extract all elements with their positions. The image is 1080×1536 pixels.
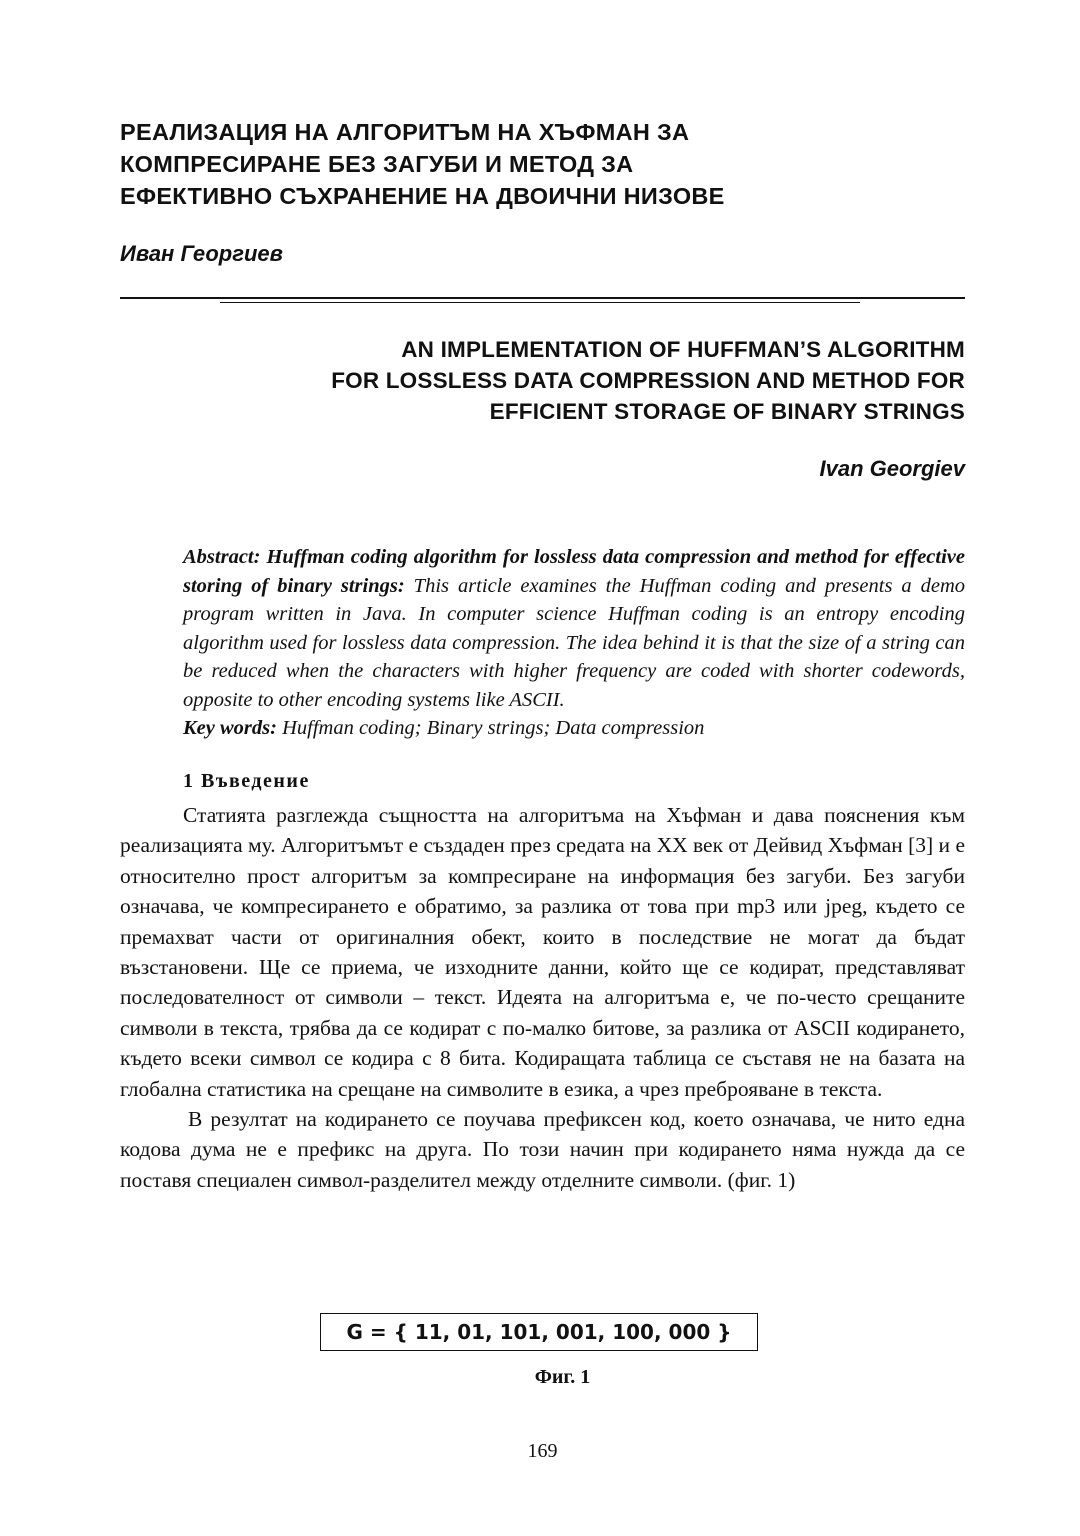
paragraph-2: В резултат на кодирането се поучава префиксен код, което означава, че нито една кодова дума не е префикс на друга. По този начин при кодирането няма нужда да се поставя специален символ-разделител между отделните символи. (фиг. 1): [120, 1107, 965, 1192]
title-bulgarian: [120, 116, 980, 212]
title-en-line-2: FOR LOSSLESS DATA COMPRESSION AND METHOD FOR: [331, 368, 965, 393]
divider-rule: [120, 297, 965, 299]
title-bg-line-2: КОМПРЕСИРАНЕ БЕЗ ЗАГУБИ И МЕТОД ЗА: [120, 151, 634, 177]
abstract-label: Abstract: Huffman coding algorithm for lossless data compression and method for effective storing of binary strings:: [183, 546, 965, 597]
title-en-line-1: AN IMPLEMENTATION OF HUFFMAN’S ALGORITHM: [401, 337, 965, 362]
title-bg-line-1: РЕАЛИЗАЦИЯ НА АЛГОРИТЪМ НА ХЪФМАН ЗА: [120, 119, 690, 145]
author-bulgarian: Иван Георгиев: [120, 241, 283, 266]
title-en-line-3: EFFICIENT STORAGE OF BINARY STRINGS: [489, 399, 965, 424]
paragraph-1: Статията разглежда същността на алгоритъма на Хъфман и дава пояснения към реализацията му. Алгоритъмът е създаден през средата на XX век от Дейвид Хъфман [3] и е относително прост алгоритъм за компресиране на информация без загуби. Без загуби означава, че компресирането е обратимо, за разлика от това при mp3 или jpeg, където се премахват части от оригиналния обект, които в последствие не могат да бъдат възстановени. Ще се приема, че изходните данни, който ще се кодират, представляват последователност от символи – текст. Идеята на алгоритъма е, че по-често срещаните символи в текста, трябва да се кодират с по-малко битове, за разлика от ASCII кодирането, където всеки символ се кодира с 8 бита. Кодиращата таблица се съставя не на базата на глобална статистика на срещане на символите в езика, а чрез преброяване в текста.: [120, 803, 965, 1101]
body-text: [120, 800, 965, 1195]
figure-formula-box: [320, 1313, 758, 1351]
abstract: [183, 543, 965, 743]
title-english: [120, 334, 965, 427]
author-english: Ivan Georgiev: [819, 456, 965, 481]
page-number: 169: [527, 1440, 558, 1462]
abstract-text: This article examines the Huffman coding and presents a demo program written in Java. In computer science Huffman coding is an entropy encoding algorithm used for lossless data compression. The idea behind it is that the size of a string can be reduced when the characters with higher frequency are coded with shorter codewords, opposite to other encoding systems like ASCII.: [183, 574, 965, 711]
keywords-label: Key words:: [183, 717, 277, 739]
figure-caption: Фиг. 1: [534, 1366, 591, 1388]
title-bg-line-3: ЕФЕКТИВНО СЪХРАНЕНИЕ НА ДВОИЧНИ НИЗОВЕ: [120, 183, 725, 209]
section-heading: 1 Въведение: [183, 770, 310, 792]
formula-text: G = { 11, 01, 101, 001, 100, 000 }: [346, 1320, 732, 1344]
divider-rule-inner: [220, 302, 860, 303]
keywords-text: Huffman coding; Binary strings; Data compression: [276, 717, 705, 739]
